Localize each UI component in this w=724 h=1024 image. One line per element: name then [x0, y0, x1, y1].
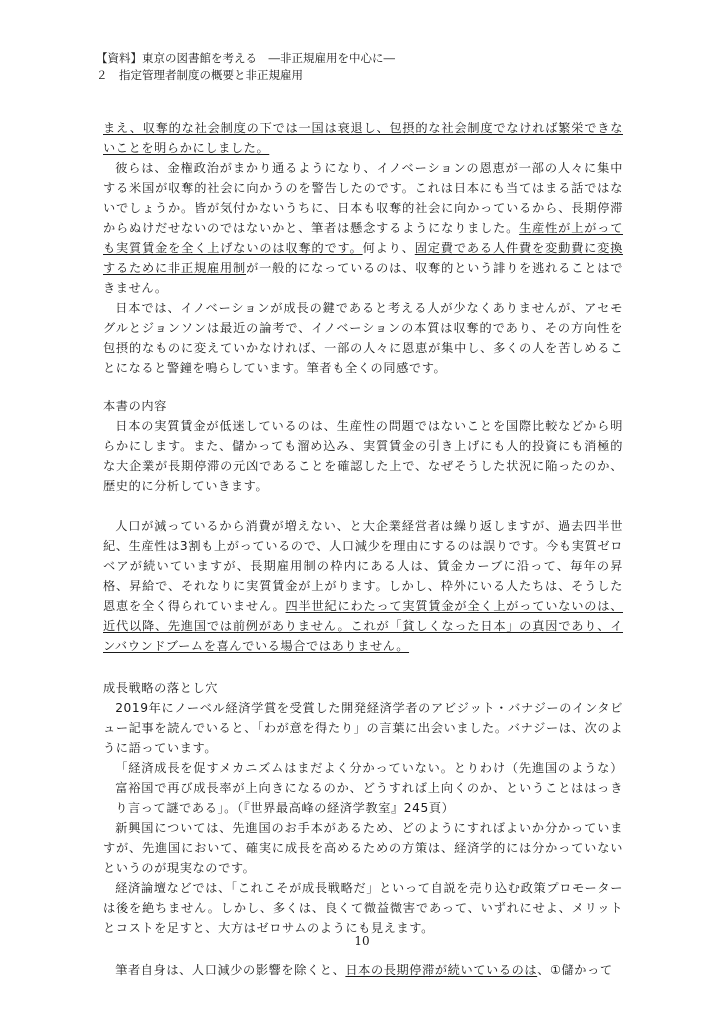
section-heading-contents: 本書の内容: [103, 399, 167, 413]
section-heading-growth-strategy: 成長戦略の落とし穴: [103, 681, 219, 695]
paragraph-warning: [103, 158, 623, 298]
paragraph-text: 人口が減っているから消費が増えない、と大企業経営者は繰り返しますが、過去四半世紀、生産性は3割も上がっているので、人口減少を理由にするのは誤りです。今も実質ゼロベアが続いていますが、長期雇用制の枠内にある人は、賃金カーブに沿って、毎年の昇格、昇給で、それなりに実質賃金が上がります。しかし、枠外にいる人たちは、そうした恩恵を全く得られていません。: [103, 519, 623, 613]
paragraph-contents: 日本の実質賃金が低迷しているのは、生産性の問題ではないことを国際比較などから明らかにします。また、儲かっても溜め込み、実質賃金の引き上げにも人的投資にも消極的な大企業が長期停滞の元凶であることを確認した上で、なぜそうした状況に陥ったのか、歴史的に分析していきます。: [103, 419, 623, 493]
header-title: 【資料】東京の図書館を考える ―非正規雇用を中心に―: [96, 51, 395, 65]
paragraph-text: 筆者自身は、人口減少の影響を除くと、: [115, 963, 346, 977]
paragraph-innovation: [103, 298, 623, 378]
header-subtitle: ２ 指定管理者制度の概要と非正規雇用: [96, 68, 303, 82]
paragraph-text: が一般的になっているのは、収奪的という誹りを逃れることはできません。: [103, 261, 623, 295]
paragraph-population: [103, 516, 623, 656]
paragraph-text: 彼らは、金権政治がまかり通るようになり、イノベーションの恩恵が一部の人々に集中する米国が収奪的社会に向かうのを警告したのです。これは日本にも当てはまる話ではないでしょうか。皆が気付かないうちに、日本も収奪的社会に向かっているから、長期停滞からぬけだせないのではないかと、筆者は懸念するようになりました。: [103, 161, 623, 235]
paragraph-intro-end: [103, 118, 623, 158]
paragraph-text: 、①儲かって: [537, 963, 613, 977]
underlined-text: 生産性が上がっても実質賃金を全く上げないのは収奪的です。: [103, 221, 623, 255]
paragraph-policy-promoters: 経済論壇などでは、「これこそが成長戦略だ」といって自説を売り込む政策プロモーターは後を絶ちません。しかし、多くは、良くて微益微害であって、いずれにせよ、メリットとコストを足すと、大方はゼロサムのようにも見えます。: [103, 881, 623, 935]
underlined-text: まえ、収奪的な社会制度の下では一国は衰退し、包摂的な社会制度でなければ繁栄できないことを明らかにしました。: [103, 121, 623, 155]
document-body: [103, 118, 623, 980]
document-header: [96, 50, 656, 84]
paragraph-emerging-nations: 新興国については、先進国のお手本があるため、どのようにすればよいか分かっていますが、先進国において、確実に成長を高めるための方策は、経済学的には分かっていないというのが現実なのです。: [103, 821, 623, 875]
underlined-text: 固定費である人件費を変動費に変換するために非正規雇用制: [103, 241, 623, 275]
underlined-text: 日本の長期停滞が続いているのは: [345, 963, 538, 977]
quotation: 「経済成長を促すメカニズムはまだよく分かっていない。とりわけ（先進国のような）富裕国で再び成長率が上向きになるのか、どうすれば上向くのか、ということははっきり言って謎である」。（『世界最高峰の経済学教室』245頁）: [115, 761, 623, 815]
underlined-text: 四半世紀にわたって実質賃金が全く上がっていないのは、近代以降、先進国では前例がありません。これが「貧しくなった日本」の真因であり、インバウンドブームを喜んでいる場合ではありません。: [103, 599, 623, 653]
page-number: 10: [354, 934, 370, 948]
paragraph-author-view: [103, 960, 623, 980]
paragraph-banerjee: 2019年にノーベル経済学賞を受賞した開発経済学者のアビジット・バナジーのインタビュー記事を読んでいると、「わが意を得たり」の言葉に出会いました。バナジーは、次のように語っています。: [103, 701, 623, 755]
paragraph-text: 日本では、イノベーションが成長の鍵であると考える人が少なくありませんが、アセモグルとジョンソンは最近の論考で、イノベーションの本質は収奪的であり、その方向性を包摂的なものに変えていかなければ、一部の人々に恩恵が集中し、多くの人を苦しめることになると警鐘を鳴らしています。筆者も全くの同感です。: [103, 301, 623, 375]
paragraph-text: 何より、: [362, 241, 415, 255]
